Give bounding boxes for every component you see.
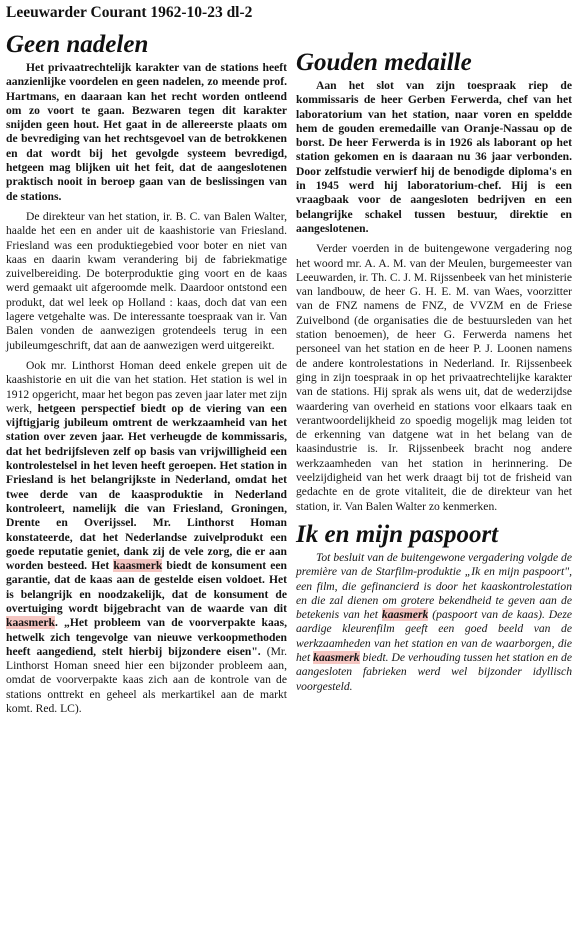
headline-gouden-medaille: Gouden medaille xyxy=(296,49,472,76)
right-column xyxy=(296,48,572,694)
paragraph-text: biedt de konsument een garantie, dat de kaas aan de gestelde eisen voldoet. Het is belangrijk en noodzakelijk, dat de konsument de overtuiging wordt bijgebracht van de waarde van dit xyxy=(6,559,287,615)
highlight-kaasmerk: kaasmerk xyxy=(381,608,429,622)
headline-ik-en-mijn-paspoort: Ik en mijn paspoort xyxy=(296,520,499,548)
masthead: Leeuwarder Courant 1962-10-23 dl-2 xyxy=(6,4,253,21)
paragraph-text: hetgeen perspectief biedt op de viering van een vijftigjarig jubileum omtrent de werkzaamheid van het station over zeven jaar. Het verheugde de kommissaris, dat het bedrijfsleven zelf op basis van vrijwilligheid een kontrolestelsel in het leven heeft geroepen. Het station in Friesland is het belangrijkste in Nederland, omdat het twee derde van de kaasproduktie in Nederland kontroleert, namelijk die van Friesland, Groningen, Drente en Overijssel. Mr. Linthorst Homan konstateerde, dat het Nederlandse zuivelprodukt een goede reputatie geniet, dank zij de vele zorg, die er aan worden besteed. Het xyxy=(6,401,287,573)
highlight-kaasmerk: kaasmerk xyxy=(113,559,163,573)
highlight-kaasmerk: kaasmerk xyxy=(6,616,55,630)
paragraph-text: (Mr. Linthorst Homan sneed hier een bijzonder probleem aan, omdat de voorverpakte kaas zich aan de kontrole van de stations onttrekt en geheel als merkartikel aan de markt komt. Red. LC). xyxy=(6,644,287,716)
paragraph-text: Ook mr. Linthorst Homan deed enkele grepen uit de kaashistorie en uit die van het station. Het station is wel in 1912 opgericht, maar het begon pas zeven jaar later met zijn werk, xyxy=(6,358,287,415)
headline-geen-nadelen: Geen nadelen xyxy=(6,31,149,58)
paragraph-text: (paspoort van de kaas). Deze aardige kleurenfilm geeft een goed beeld van de werkzaamheden van het station en van de waarborgen, die het xyxy=(296,608,572,664)
paragraph-text: biedt. De verhouding tussen het station en de aangesloten fabrieken werd wel bijzonder idyllisch voorgesteld. xyxy=(296,650,572,693)
paragraph-direkteur: De direkteur van het station, ir. B. C. van Balen Walter, haalde het een en ander uit de kaashistorie van Friesland. Friesland was een produktiegebied voor boter en niet van kaas en daarin kwam verandering bij de fabriekmatige zuivelbereiding. De boterproduktie ging voort en de kaas werd gemaakt uit afgeroomde melk. Daardoor ontstond een produkt, dat wel leek op Holland : kaas, doch dat van een lagere vetgehalte was. De interessante toespraak van ir. Van Balen vonden de aanwezigen grotendeels terug in een jubileumgeschrift, dat aan de aanwezigen werd uitgereikt. xyxy=(6,209,287,352)
paragraph-text-bold xyxy=(6,402,287,658)
paragraph-linthorst xyxy=(6,359,287,716)
highlight-kaasmerk: kaasmerk xyxy=(313,650,360,664)
paragraph-medaille: Aan het slot van zijn toespraak riep de kommissaris de heer Gerben Ferwerda, chef van het laboratorium van het station, naar voren en speldde hem de gouden eremedaille van Oranje-Nassau op de borst. De heer Ferwerda is in 1926 als laborant op het station gekomen en is daaraan nu 36 jaar verbonden. Door zelfstudie verwierf hij de benodigde diploma's en in 1945 werd hij laboratorium-chef. Hij is een vraagbaak voor de aangesloten bedrijven en een belangrijke schakel tussen bestuur, direktie en aangeslotenen. xyxy=(296,79,572,235)
paragraph-text: Tot besluit van de buitengewone vergadering volgde de première van de Starfilm-produktie „Ik en mijn paspoort", een film, die gefinancierd is door het kaaskontrolestation en die zal dienen om grotere bekendheid te geven aan de betekenis van het xyxy=(296,550,572,622)
left-column xyxy=(6,30,287,716)
paragraph-vergadering: Verder voerden in de buitengewone vergadering nog het woord mr. A. A. M. van der Meulen, burgemeester van Leeuwarden, ir. Th. C. J. M. Rijssenbeek van het ministerie van landbouw, de heer G. H. E. M. van Waes, voorzitter van de FNZ namens de FNZ, de VVZM en de Friese Zuivelbond (de organisaties die de bestuursleden van het station benoemen), de heer G. Ferwerda namens het personeel van het station en de heer P. J. Loonen namens de andere kontrolestations in Nederland. Ir. Rijssenbeek ging in zijn toespraak in op het privaatrechtelijke karakter van de stations. Hij sprak als wens uit, dat de wederzijdse waardering van overheid en stations voor elkaars taak en verantwoordelijkheid zo spoedig mogelijk mag leiden tot de erkenning van datgene wat in het belang van de kaasindustrie is. Ir. Rijssenbeek bracht nog andere werkzaamheden van het station in herinnering. De veelzijdigheid van het werk draagt bij tot de frisheid van gedachte en de grote vitaliteit, die de direkteur van het station, ir. Van Balen Walter zo kenmerken. xyxy=(296,242,572,513)
paragraph-film xyxy=(296,551,572,694)
paragraph-intro: Het privaatrechtelijk karakter van de stations heeft aanzienlijke voordelen en geen nadelen, zo meende prof. Hartmans, en daaraan kan het recht worden ontleend om zo voort te gaan. Bezwaren tegen dit karakter snijden geen hout. Het gaat in de allereerste plaats om de bevrediging van het rechtsgevoel van de betrokkenen en dat wordt bij het gevolgde systeem bevredigd, hetgeen mag blijken uit het feit, dat de aangeslotenen praktisch nooit in beroep gaan van de beslissingen van de stations. xyxy=(6,61,287,203)
paragraph-text: . „Het probleem van de voorverpakte kaas, hetwelk zich tengevolge van nieuwe verkoopmethoden heeft aangediend, stelt hierbij bijzondere eisen". xyxy=(6,616,287,658)
